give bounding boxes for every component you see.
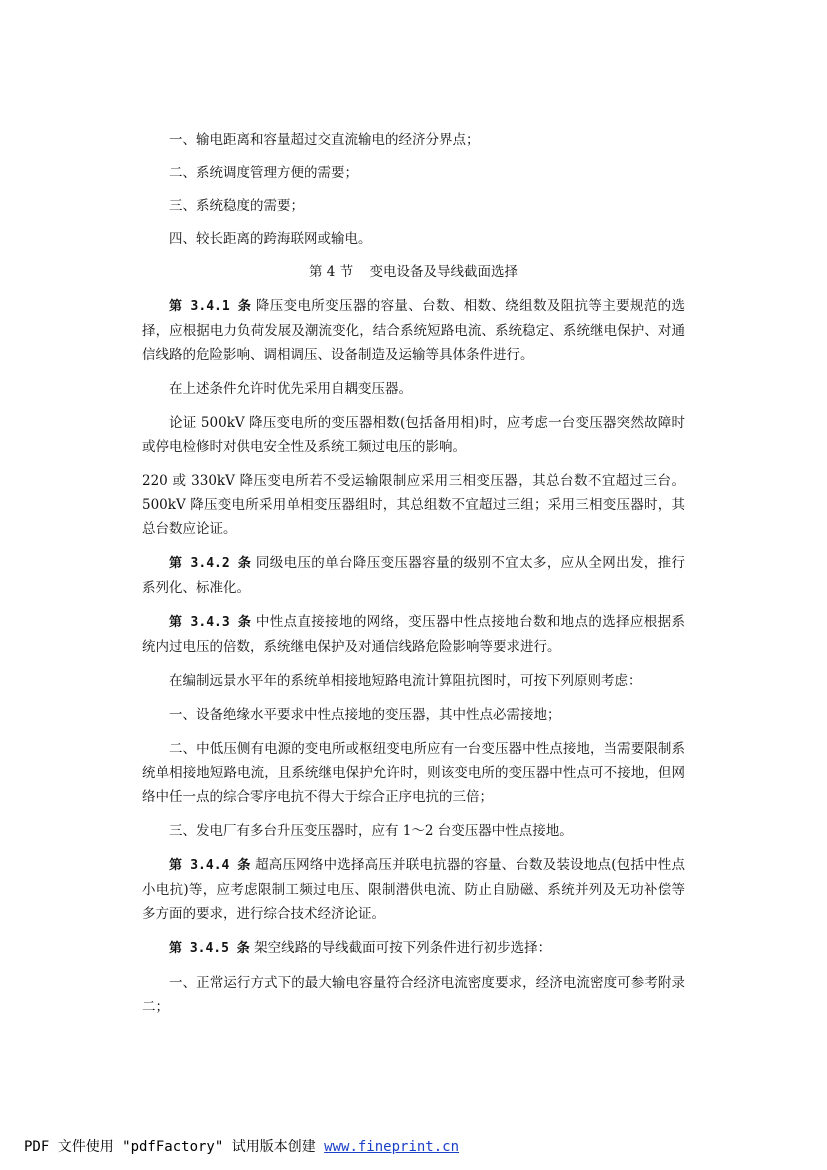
pdf-footer xyxy=(24,1136,459,1156)
footer-link[interactable]: www.fineprint.cn xyxy=(324,1139,460,1155)
list-item: 一、正常运行方式下的最大输电容量符合经济电流密度要求，经济电流密度可参考附录二； xyxy=(142,975,685,1015)
list-item: 三、发电厂有多台升压变压器时，应有 1～2 台变压器中性点接地。 xyxy=(169,823,573,839)
clause-3-4-1 xyxy=(142,294,685,367)
list-item: 四、较长距离的跨海联网或输电。 xyxy=(169,231,372,247)
paragraph: 论证 500kV 降压变电所的变压器相数(包括备用相)时，应考虑一台变压器突然故障时或停电检修时对供电安全性及系统工频过电压的影响。 xyxy=(142,415,685,455)
paragraph: 在编制远景水平年的系统单相接地短路电流计算阻抗图时，可按下列原则考虑： xyxy=(169,673,642,689)
section-title: 变电设备及导线截面选择 xyxy=(369,264,518,280)
clause-3-4-2 xyxy=(142,551,685,600)
clause-label: 第 3.4.4 条 xyxy=(169,858,251,873)
clause-text: 同级电压的单台降压变压器容量的级别不宜太多，应从全网出发，推行系列化、标准化。 xyxy=(142,555,686,596)
section-number: 第 4 节 xyxy=(309,264,354,280)
section-heading xyxy=(142,260,685,284)
list-item: 二、系统调度管理方便的需要； xyxy=(169,165,358,181)
paragraph: 220 或 330kV 降压变电所若不受运输限制应采用三相变压器，其总台数不宜超过三台。500kV 降压变电所采用单相变压器组时，其总组数不宜超过三组；采用三相变压器时，其总台数应论证。 xyxy=(142,473,685,537)
paragraph: 在上述条件允许时优先采用自耦变压器。 xyxy=(169,381,412,397)
document-body xyxy=(142,128,685,1029)
list-item: 一、设备绝缘水平要求中性点接地的变压器，其中性点必需接地； xyxy=(169,707,561,723)
list-item: 一、输电距离和容量超过交直流输电的经济分界点； xyxy=(169,132,480,148)
clause-3-4-5 xyxy=(142,936,685,961)
clause-label: 第 3.4.2 条 xyxy=(169,556,252,571)
list-item: 三、系统稳度的需要； xyxy=(169,198,304,214)
clause-text: 降压变电所变压器的容量、台数、相数、绕组数及阻抗等主要规范的选择，应根据电力负荷发展及潮流变化，结合系统短路电流、系统稳定、系统继电保护、对通信线路的危险影响、调相调压、设备制造及运输等具体条件进行。 xyxy=(142,298,686,363)
clause-text: 超高压网络中选择高压并联电抗器的容量、台数及装设地点(包括中性点小电抗)等，应考虑限制工频过电压、限制潜供电流、防止自励磁、系统并列及无功补偿等多方面的要求，进行综合技术经济论证。 xyxy=(142,857,685,922)
clause-label: 第 3.4.3 条 xyxy=(169,615,252,630)
clause-text: 架空线路的导线截面可按下列条件进行初步选择： xyxy=(254,940,552,956)
list-item: 二、中低压侧有电源的变电所或枢纽变电所应有一台变压器中性点接地，当需要限制系统单相接地短路电流，且系统继电保护允许时，则该变电所的变压器中性点可不接地，但网络中任一点的综合零序电抗不得大于综合正序电抗的三倍； xyxy=(142,741,685,805)
clause-label: 第 3.4.5 条 xyxy=(169,941,250,956)
clause-text: 中性点直接接地的网络，变压器中性点接地台数和地点的选择应根据系统内过电压的倍数，系统继电保护及对通信线路危险影响等要求进行。 xyxy=(142,614,686,655)
clause-3-4-4 xyxy=(142,853,685,926)
footer-text: PDF 文件使用 "pdfFactory" 试用版本创建 xyxy=(24,1139,316,1155)
clause-3-4-3 xyxy=(142,610,685,659)
clause-label: 第 3.4.1 条 xyxy=(169,299,252,314)
